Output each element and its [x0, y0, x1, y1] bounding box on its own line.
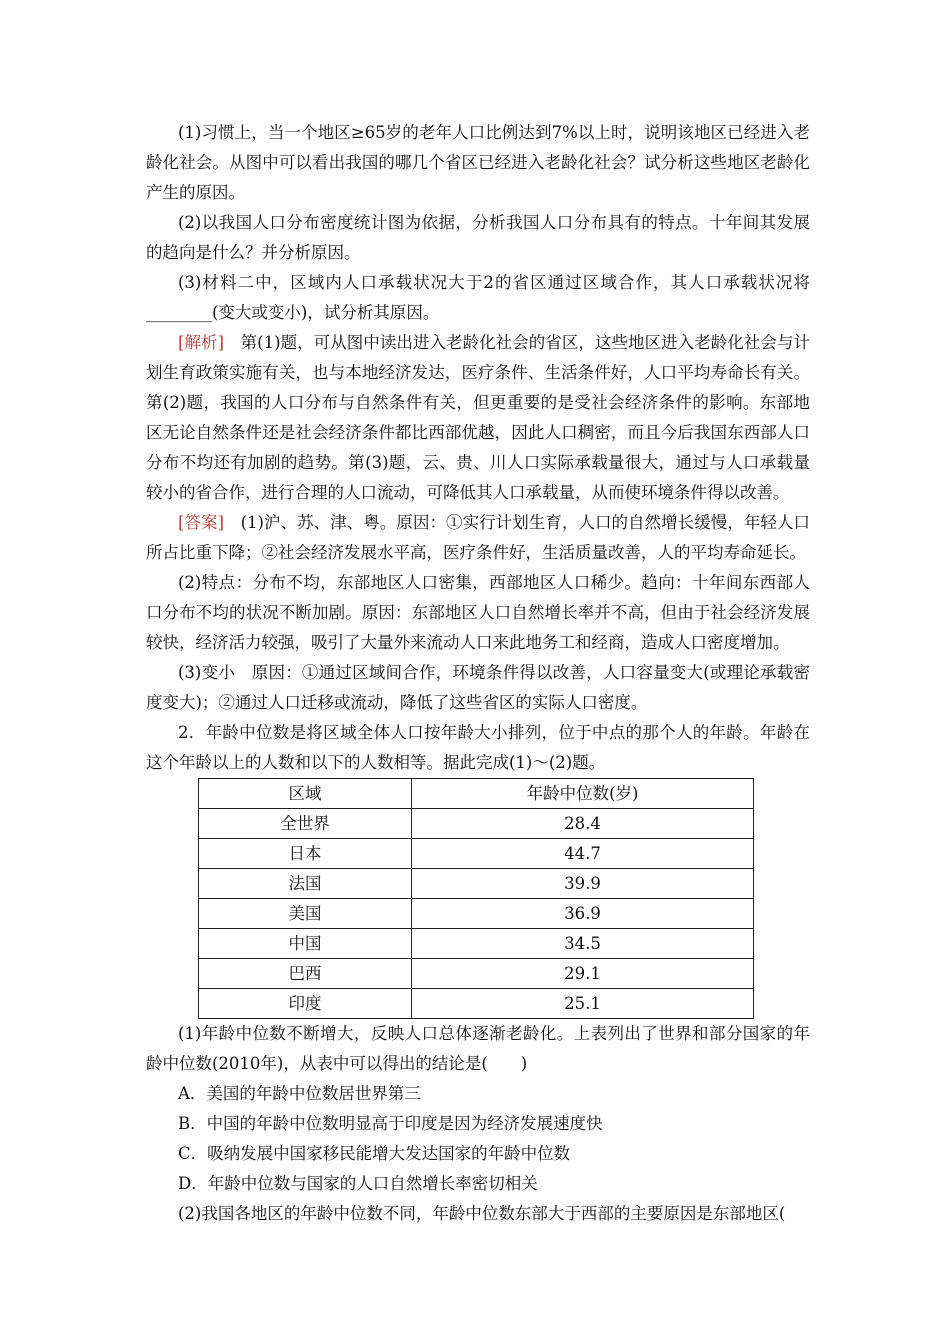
table-cell-value: 29.1: [412, 959, 754, 989]
answer-tag: [答案]: [178, 513, 225, 532]
table-header-cell: 年龄中位数(岁): [412, 779, 754, 809]
table-cell-region: 巴西: [199, 959, 412, 989]
table-cell-region: 印度: [199, 989, 412, 1019]
table-header-cell: 区域: [199, 779, 412, 809]
q1-analysis: [146, 328, 810, 508]
table-cell-region: 中国: [199, 929, 412, 959]
analysis-tag: [解析]: [178, 333, 225, 352]
q1-sub2: (2)以我国人口分布密度统计图为依据，分析我国人口分布具有的特点。十年间其发展的趋向是什么？并分析原因。: [146, 213, 810, 262]
option-c: C．吸纳发展中国家移民能增大发达国家的年龄中位数: [178, 1144, 571, 1163]
table-cell-region: 法国: [199, 869, 412, 899]
q2-sub2: (2)我国各地区的年龄中位数不同，年龄中位数东部大于西部的主要原因是东部地区(: [178, 1204, 786, 1223]
q1-answer-3: (3)变小 原因：①通过区域间合作，环境条件得以改善，人口容量变大(或理论承载密度变大)；②通过人口迁移或流动，降低了这些省区的实际人口密度。: [146, 663, 810, 712]
table-row: [199, 869, 754, 899]
table-cell-value: 34.5: [412, 929, 754, 959]
table-row: [199, 899, 754, 929]
document-page: [146, 118, 810, 1229]
q1-answer-1: [146, 508, 810, 568]
q1-sub1: (1)习惯上，当一个地区≥65岁的老年人口比例达到7%以上时，说明该地区已经进入老龄化社会。从图中可以看出我国的哪几个省区已经进入老龄化社会？试分析这些地区老龄化产生的原因。: [146, 123, 810, 202]
table-header-row: [199, 779, 754, 809]
q2-sub1: (1)年龄中位数不断增大，反映人口总体逐渐老龄化。上表列出了世界和部分国家的年龄中位数(2010年)，从表中可以得出的结论是( ): [146, 1024, 810, 1073]
table-cell-value: 28.4: [412, 809, 754, 839]
option-b: B．中国的年龄中位数明显高于印度是因为经济发展速度快: [178, 1114, 603, 1133]
q1-answer-2: (2)特点：分布不均，东部地区人口密集，西部地区人口稀少。趋向：十年间东西部人口分布不均的状况不断加剧。原因：东部地区人口自然增长率并不高，但由于社会经济发展较快，经济活力较强，吸引了大量外来流动人口来此地务工和经商，造成人口密度增加。: [146, 573, 810, 652]
median-age-table: [198, 778, 754, 1019]
option-d: D．年龄中位数与国家的人口自然增长率密切相关: [178, 1174, 538, 1193]
answer-text-1: (1)沪、苏、津、粤。原因：①实行计划生育，人口的自然增长缓慢，年轻人口所占比重下降；②社会经济发展水平高，医疗条件好，生活质量改善，人的平均寿命延长。: [146, 513, 810, 562]
q1-sub3: (3)材料二中，区域内人口承载状况大于2的省区通过区域合作，其人口承载状况将________(变大或变小)，试分析其原因。: [146, 273, 810, 322]
table-row: [199, 929, 754, 959]
table-cell-region: 美国: [199, 899, 412, 929]
table-row: [199, 839, 754, 869]
q2-intro: 2．年龄中位数是将区域全体人口按年龄大小排列，位于中点的那个人的年龄。年龄在这个年龄以上的人数和以下的人数相等。据此完成(1)～(2)题。: [146, 723, 810, 772]
analysis-text: 第(1)题，可从图中读出进入老龄化社会的省区，这些地区进入老龄化社会与计划生育政策实施有关，也与本地经济发达，医疗条件、生活条件好，人口平均寿命长有关。第(2)题，我国的人口分布与自然条件有关，但更重要的是受社会经济条件的影响。东部地区无论自然条件还是社会经济条件都比西部优越，因此人口稠密，而且今后我国东西部人口分布不均还有加剧的趋势。第(3)题，云、贵、川人口实际承载量很大，通过与人口承载量较小的省合作，进行合理的人口流动，可降低其人口承载量，从而使环境条件得以改善。: [146, 333, 810, 502]
table-cell-value: 44.7: [412, 839, 754, 869]
table-cell-value: 25.1: [412, 989, 754, 1019]
table-row: [199, 959, 754, 989]
table-cell-region: 日本: [199, 839, 412, 869]
option-a: A．美国的年龄中位数居世界第三: [178, 1084, 421, 1103]
table-row: [199, 809, 754, 839]
table-row: [199, 989, 754, 1019]
table-cell-region: 全世界: [199, 809, 412, 839]
table-cell-value: 39.9: [412, 869, 754, 899]
table-cell-value: 36.9: [412, 899, 754, 929]
